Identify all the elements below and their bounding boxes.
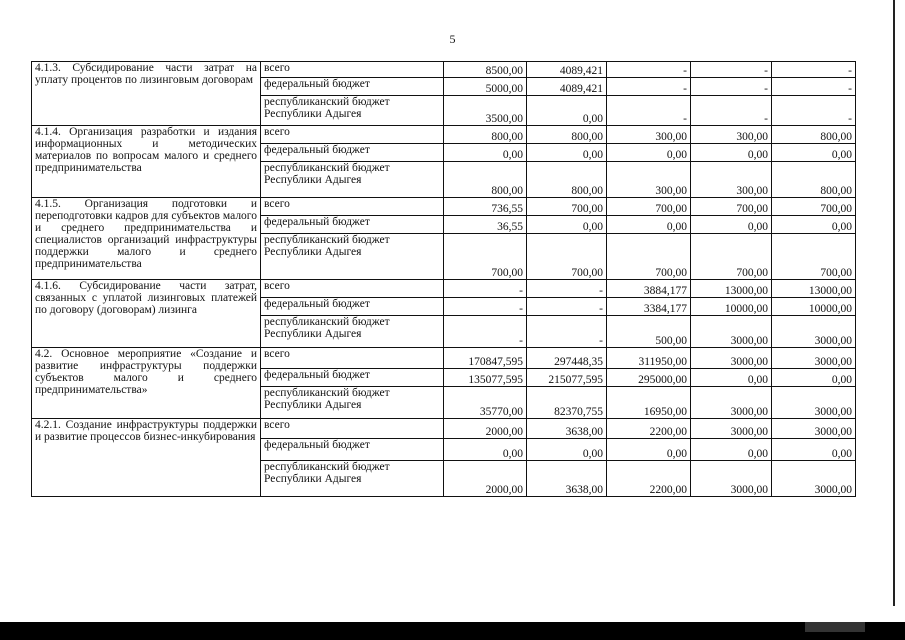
funding-source: всего bbox=[261, 198, 444, 216]
amount-cell: - bbox=[772, 62, 856, 78]
amount-cell: - bbox=[607, 78, 691, 96]
amount-cell: 800,00 bbox=[444, 126, 527, 144]
amount-cell: 0,00 bbox=[607, 216, 691, 234]
amount-cell: 3638,00 bbox=[527, 419, 607, 439]
funding-source: республиканский бюджет Республики Адыгея bbox=[261, 316, 444, 348]
table-row bbox=[32, 419, 856, 439]
measure-description: 4.1.4. Организация разработки и издания информационных и методических материалов по вопросам малого и среднего предпринимательства bbox=[32, 126, 261, 198]
amount-cell: 300,00 bbox=[691, 162, 772, 198]
amount-cell: - bbox=[691, 96, 772, 126]
funding-source: федеральный бюджет bbox=[261, 439, 444, 461]
amount-cell: 135077,595 bbox=[444, 369, 527, 387]
amount-cell: 2000,00 bbox=[444, 461, 527, 497]
amount-cell: 4089,421 bbox=[527, 78, 607, 96]
funding-source: федеральный бюджет bbox=[261, 78, 444, 96]
measure-description: 4.2. Основное мероприятие «Создание и развитие инфраструктуры поддержки субъектов малого и среднего предпринимательства» bbox=[32, 348, 261, 419]
amount-cell: 700,00 bbox=[772, 234, 856, 280]
amount-cell: - bbox=[444, 298, 527, 316]
amount-cell: 311950,00 bbox=[607, 348, 691, 369]
amount-cell: 0,00 bbox=[772, 144, 856, 162]
amount-cell: 0,00 bbox=[527, 144, 607, 162]
amount-cell: 800,00 bbox=[527, 162, 607, 198]
budget-table-body bbox=[32, 62, 856, 497]
funding-source: всего bbox=[261, 126, 444, 144]
amount-cell: 0,00 bbox=[691, 439, 772, 461]
amount-cell: 3000,00 bbox=[772, 348, 856, 369]
amount-cell: 3000,00 bbox=[691, 387, 772, 419]
amount-cell: 0,00 bbox=[444, 439, 527, 461]
amount-cell: 0,00 bbox=[527, 439, 607, 461]
funding-source: всего bbox=[261, 348, 444, 369]
amount-cell: 0,00 bbox=[772, 439, 856, 461]
amount-cell: 700,00 bbox=[607, 198, 691, 216]
amount-cell: 5000,00 bbox=[444, 78, 527, 96]
amount-cell: - bbox=[607, 96, 691, 126]
amount-cell: 800,00 bbox=[772, 162, 856, 198]
amount-cell: - bbox=[527, 298, 607, 316]
table-row bbox=[32, 348, 856, 369]
amount-cell: 700,00 bbox=[691, 198, 772, 216]
amount-cell: 3000,00 bbox=[691, 419, 772, 439]
measure-description: 4.1.3. Субсидирование части затрат на уплату процентов по лизинговым договорам bbox=[32, 62, 261, 126]
amount-cell: 0,00 bbox=[691, 216, 772, 234]
amount-cell: 0,00 bbox=[772, 369, 856, 387]
amount-cell: - bbox=[691, 78, 772, 96]
funding-source: всего bbox=[261, 62, 444, 78]
funding-source: республиканский бюджет Республики Адыгея bbox=[261, 162, 444, 198]
amount-cell: 500,00 bbox=[607, 316, 691, 348]
amount-cell: 4089,421 bbox=[527, 62, 607, 78]
scan-edge bbox=[893, 0, 895, 606]
amount-cell: 215077,595 bbox=[527, 369, 607, 387]
amount-cell: 700,00 bbox=[527, 234, 607, 280]
scan-bottom-border bbox=[0, 622, 905, 640]
amount-cell: 0,00 bbox=[527, 96, 607, 126]
funding-source: федеральный бюджет bbox=[261, 369, 444, 387]
table-row bbox=[32, 62, 856, 78]
funding-source: республиканский бюджет Республики Адыгея bbox=[261, 96, 444, 126]
amount-cell: 3384,177 bbox=[607, 298, 691, 316]
amount-cell: 0,00 bbox=[527, 216, 607, 234]
amount-cell: 3500,00 bbox=[444, 96, 527, 126]
funding-source: всего bbox=[261, 280, 444, 298]
funding-source: всего bbox=[261, 419, 444, 439]
funding-source: федеральный бюджет bbox=[261, 144, 444, 162]
amount-cell: 3000,00 bbox=[772, 316, 856, 348]
amount-cell: - bbox=[772, 78, 856, 96]
amount-cell: 3000,00 bbox=[691, 316, 772, 348]
amount-cell: 800,00 bbox=[527, 126, 607, 144]
amount-cell: 13000,00 bbox=[691, 280, 772, 298]
amount-cell: 800,00 bbox=[444, 162, 527, 198]
amount-cell: 297448,35 bbox=[527, 348, 607, 369]
amount-cell: 736,55 bbox=[444, 198, 527, 216]
amount-cell: - bbox=[607, 62, 691, 78]
measure-description: 4.2.1. Создание инфраструктуры поддержки и развитие процессов бизнес-инкубирования bbox=[32, 419, 261, 497]
budget-table bbox=[31, 61, 856, 497]
amount-cell: 800,00 bbox=[772, 126, 856, 144]
amount-cell: 36,55 bbox=[444, 216, 527, 234]
amount-cell: 700,00 bbox=[772, 198, 856, 216]
amount-cell: 3884,177 bbox=[607, 280, 691, 298]
measure-description: 4.1.6. Субсидирование части затрат, связанных с уплатой лизинговых платежей по договору (договорам) лизинга bbox=[32, 280, 261, 348]
measure-description: 4.1.5. Организация подготовки и переподготовки кадров для субъектов малого и среднего предпринимательства и специалистов организаций инфраструктуры поддержки малого и среднего предпринимательства bbox=[32, 198, 261, 280]
budget-table-container bbox=[31, 61, 855, 497]
amount-cell: 35770,00 bbox=[444, 387, 527, 419]
amount-cell: 300,00 bbox=[607, 126, 691, 144]
amount-cell: 2200,00 bbox=[607, 461, 691, 497]
amount-cell: 170847,595 bbox=[444, 348, 527, 369]
amount-cell: - bbox=[772, 96, 856, 126]
amount-cell: 3000,00 bbox=[691, 348, 772, 369]
funding-source: республиканский бюджет Республики Адыгея bbox=[261, 234, 444, 280]
amount-cell: 3000,00 bbox=[772, 419, 856, 439]
table-row bbox=[32, 198, 856, 216]
amount-cell: 0,00 bbox=[691, 144, 772, 162]
amount-cell: 300,00 bbox=[607, 162, 691, 198]
funding-source: федеральный бюджет bbox=[261, 298, 444, 316]
amount-cell: 295000,00 bbox=[607, 369, 691, 387]
amount-cell: - bbox=[444, 316, 527, 348]
amount-cell: - bbox=[444, 280, 527, 298]
amount-cell: 3638,00 bbox=[527, 461, 607, 497]
amount-cell: 0,00 bbox=[444, 144, 527, 162]
amount-cell: 13000,00 bbox=[772, 280, 856, 298]
amount-cell: 3000,00 bbox=[691, 461, 772, 497]
amount-cell: 2000,00 bbox=[444, 419, 527, 439]
amount-cell: 0,00 bbox=[772, 216, 856, 234]
table-row bbox=[32, 280, 856, 298]
funding-source: республиканский бюджет Республики Адыгея bbox=[261, 387, 444, 419]
amount-cell: 700,00 bbox=[444, 234, 527, 280]
funding-source: федеральный бюджет bbox=[261, 216, 444, 234]
amount-cell: 16950,00 bbox=[607, 387, 691, 419]
amount-cell: 300,00 bbox=[691, 126, 772, 144]
amount-cell: 0,00 bbox=[607, 144, 691, 162]
amount-cell: 0,00 bbox=[691, 369, 772, 387]
amount-cell: - bbox=[527, 316, 607, 348]
amount-cell: 0,00 bbox=[607, 439, 691, 461]
amount-cell: 8500,00 bbox=[444, 62, 527, 78]
amount-cell: 700,00 bbox=[607, 234, 691, 280]
page-number: 5 bbox=[449, 32, 456, 46]
amount-cell: 3000,00 bbox=[772, 461, 856, 497]
table-row bbox=[32, 126, 856, 144]
amount-cell: 82370,755 bbox=[527, 387, 607, 419]
amount-cell: 10000,00 bbox=[772, 298, 856, 316]
amount-cell: - bbox=[691, 62, 772, 78]
amount-cell: 700,00 bbox=[527, 198, 607, 216]
amount-cell: 2200,00 bbox=[607, 419, 691, 439]
amount-cell: 700,00 bbox=[691, 234, 772, 280]
amount-cell: 10000,00 bbox=[691, 298, 772, 316]
funding-source: республиканский бюджет Республики Адыгея bbox=[261, 461, 444, 497]
amount-cell: 3000,00 bbox=[772, 387, 856, 419]
amount-cell: - bbox=[527, 280, 607, 298]
